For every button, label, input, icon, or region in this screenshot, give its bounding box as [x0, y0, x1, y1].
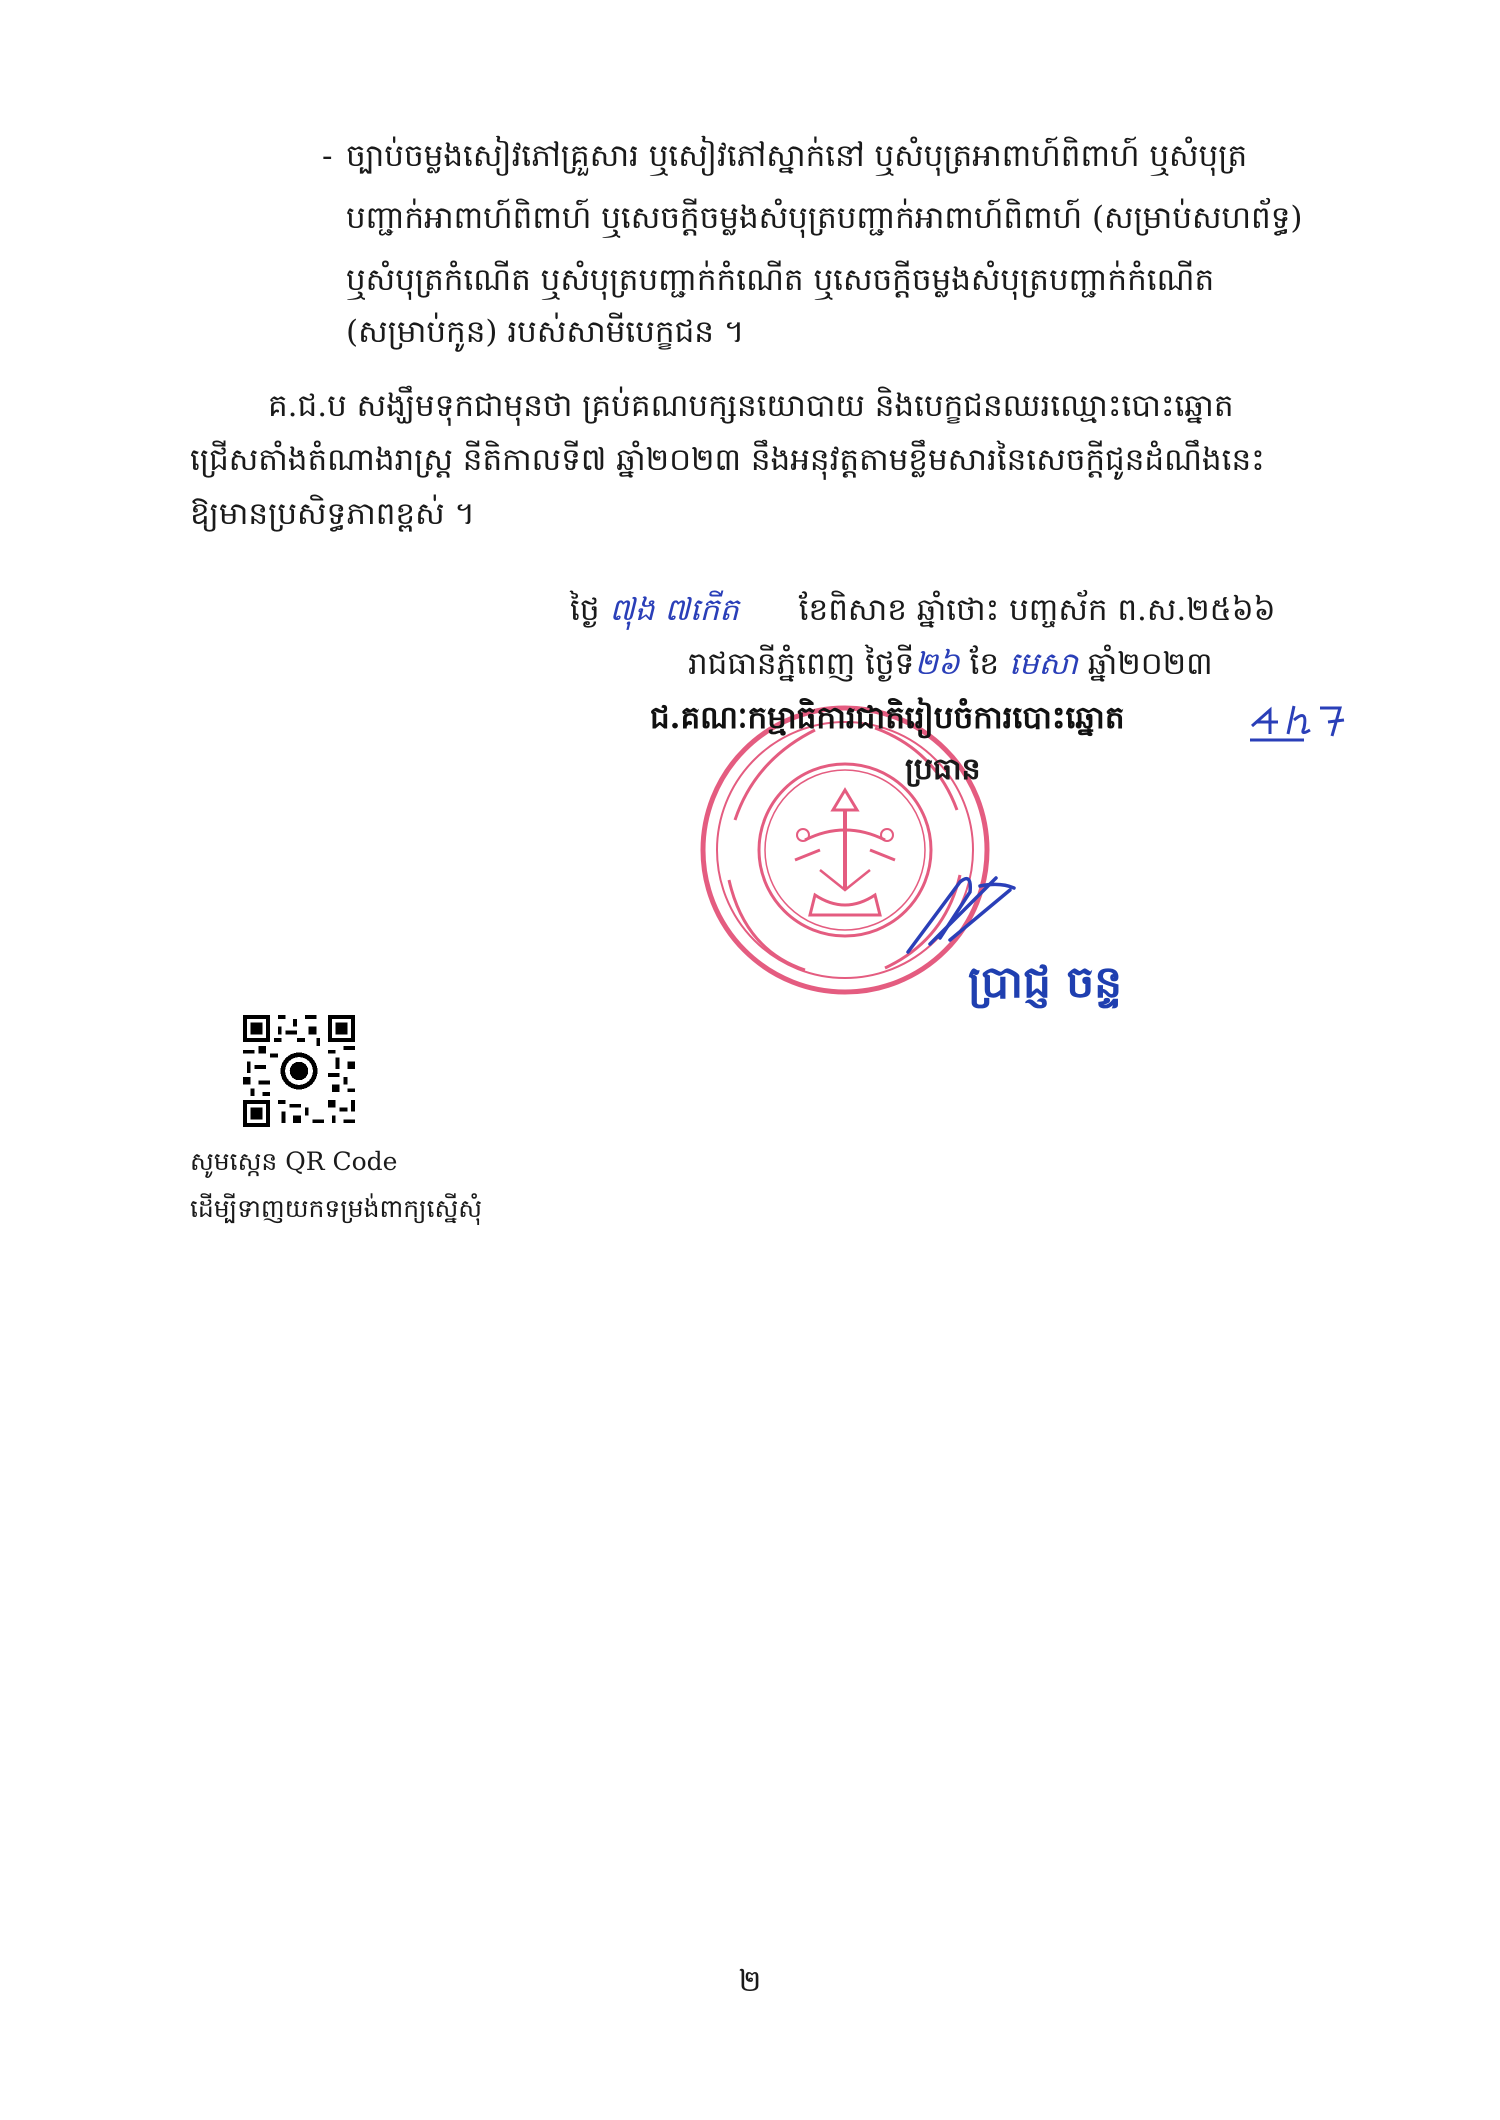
signature-organization: ជ.គណៈកម្មាធិការជាតិរៀបចំការបោះឆ្នោត — [650, 700, 1125, 736]
lunar-date-line — [570, 588, 1276, 632]
closing-line-2: ជ្រើសតាំងតំណាងរាស្ត្រ នីតិកាលទី៧ ឆ្នាំ២០២៣ នឹងអនុវត្តតាមខ្លឹមសារនៃសេចក្តីជូនដំណឹងនេះ — [190, 442, 1265, 478]
place-date-line — [688, 642, 1213, 686]
month-prefix: ខែ — [969, 646, 1000, 682]
place-prefix: រាជធានីភ្នំពេញ ថ្ងៃទី — [688, 646, 915, 682]
lunar-prefix: ថ្ងៃ — [570, 592, 600, 628]
closing-line-3: ឱ្យមានប្រសិទ្ធភាពខ្ពស់ ។ — [190, 496, 475, 532]
qr-caption-line-1: សូមស្កេន QR Code — [190, 1147, 398, 1176]
closing-line-1: គ.ជ.ប សង្ឃឹមទុកជាមុនថា គ្រប់គណបក្សនយោបាយ និងបេក្ខជនឈរឈ្មោះបោះឆ្នោត — [268, 388, 1234, 424]
signatory-name: ប្រាជ្ញ ចន្ទ — [968, 957, 1123, 1008]
year-text: ឆ្នាំ២០២៣ — [1087, 646, 1213, 682]
page-number: ២ — [738, 1964, 762, 1999]
bullet-line-3: ឬសំបុត្រកំណើត ឬសំបុត្របញ្ជាក់កំណើត ឬសេចក្តីចម្លងសំបុត្របញ្ជាក់កំណើត — [346, 262, 1215, 298]
bullet-line-1: ច្បាប់ចម្លងសៀវភៅគ្រួសារ ឬសៀវភៅស្នាក់នៅ ឬសំបុត្រអាពាហ៍ពិពាហ៍ ឬសំបុត្រ — [346, 138, 1248, 174]
day-handwritten: ២៦ — [914, 646, 960, 682]
month-handwritten: មេសា — [1008, 646, 1078, 682]
lunar-handwritten-date: ៧ុង ៧កើត — [609, 592, 739, 628]
initials-icon — [1248, 700, 1348, 744]
qr-code-icon — [243, 1015, 355, 1127]
bullet-line-2: បញ្ជាក់អាពាហ៍ពិពាហ៍ ឬសេចក្តីចម្លងសំបុត្របញ្ជាក់អាពាហ៍ពិពាហ៍ (សម្រាប់សហព័ទ្ធ) — [346, 200, 1303, 236]
qr-caption-line-2: ដើម្បីទាញយកទម្រង់ពាក្យស្នើសុំ — [190, 1194, 483, 1223]
lunar-date-suffix: ខែពិសាខ ឆ្នាំថោះ បញ្ចស័ក ព.ស.២៥៦៦ — [798, 592, 1276, 628]
handwritten-signature-icon — [900, 868, 1020, 958]
signature-title: ប្រធាន — [905, 752, 981, 787]
bullet-line-4: (សម្រាប់កូន) របស់សាមីបេក្ខជន ។ — [346, 314, 745, 350]
bullet-marker: - — [322, 138, 333, 174]
